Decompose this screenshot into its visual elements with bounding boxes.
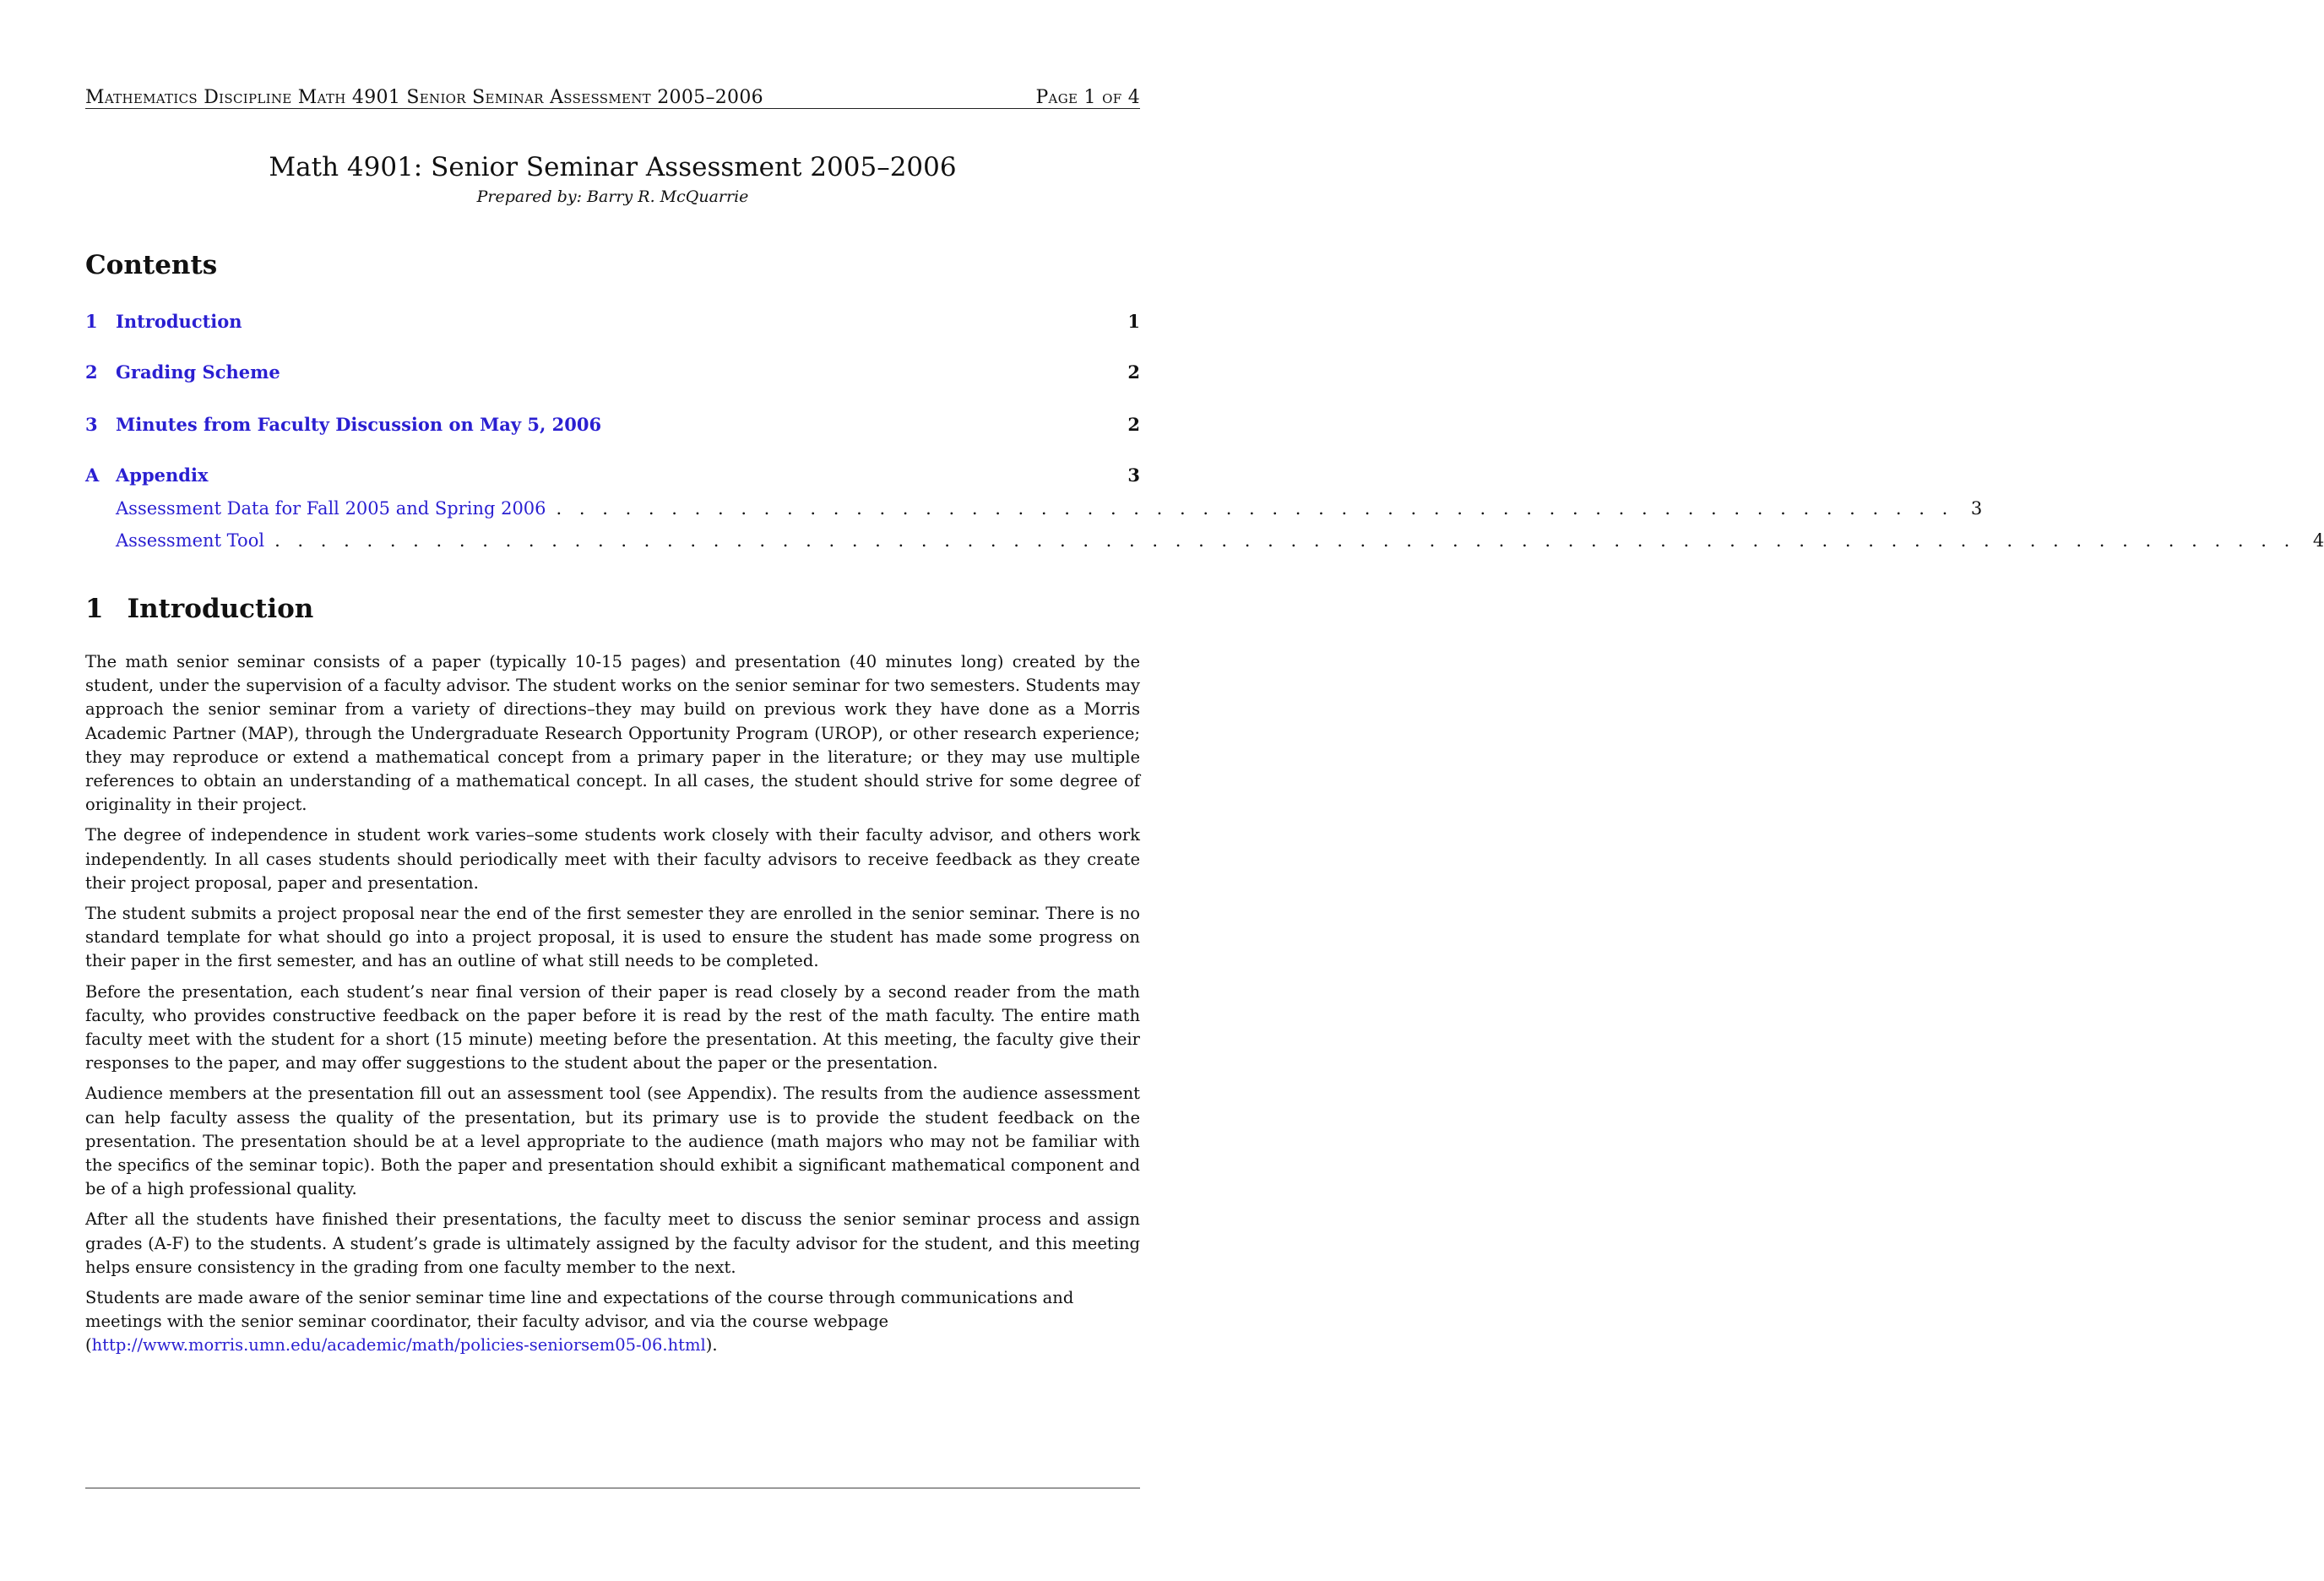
title-block xyxy=(85,150,1140,208)
header-rule xyxy=(85,108,1140,109)
section-number: 1 xyxy=(85,594,104,624)
section-title: Introduction xyxy=(127,594,314,624)
toc-entry-appendix[interactable] xyxy=(85,464,1140,487)
section-heading-introduction xyxy=(85,594,313,624)
toc-entry-page: 3 xyxy=(1127,465,1140,486)
toc-entry-introduction[interactable] xyxy=(85,310,1140,334)
toc-entry-grading-scheme[interactable] xyxy=(85,361,1140,384)
toc-leader-dots: . . . . . . . . . . . . . . . . . . . . . . . . . . . . . . . . . . . . . . . . . . . . . . . . . . . . . . . . . . . . . . . . . . . . . . . . . . . . . . . . . . . . . . . . xyxy=(274,530,2296,551)
toc-subentry-page: 3 xyxy=(1970,498,1983,519)
toc-subentry-title: Assessment Tool xyxy=(116,530,265,551)
toc-entry-title: Grading Scheme xyxy=(116,361,280,383)
document-author: Prepared by: Barry R. McQuarrie xyxy=(476,187,749,206)
toc-entry-page: 2 xyxy=(1127,414,1140,435)
toc-entry-number: 3 xyxy=(85,414,98,435)
paragraph: Audience members at the presentation fill out an assessment tool (see Appendix). The results from the audience assessment can help faculty assess the quality of the presentation, but its primary use is to provide the student feedback on the presentation. The presentation should be at a level appropriate to the audience (math majors who may not be familiar with the specifics of the seminar topic). Both the paper and presentation should exhibit a significant mathematical component and be of a high professional quality. xyxy=(85,1084,1140,1199)
paragraph: The degree of independence in student work varies–some students work closely with their faculty advisor, and others work independently. In all cases students should periodically meet with their faculty advisors to receive feedback as they create their project proposal, paper and presentation. xyxy=(85,825,1140,893)
toc-entry-number: A xyxy=(85,465,100,486)
paragraph: The student submits a project proposal near the end of the first semester they are enrolled in the senior seminar. There is no standard template for what should go into a project proposal, it is used to ensure the student has made some progress on their paper in the first semester, and has an outline of what still needs to be completed. xyxy=(85,904,1140,971)
toc-entry-title: Introduction xyxy=(116,311,242,332)
toc-subentry-assessment-data[interactable] xyxy=(85,497,1983,520)
paragraph: After all the students have finished their presentations, the faculty meet to discuss the senior seminar process and assign grades (A-F) to the students. A student’s grade is ultimately assigned by the faculty advisor for the student, and this meeting helps ensure consistency in the grading from one faculty member to the next. xyxy=(85,1209,1140,1277)
running-header-title: Mathematics Discipline Math 4901 Senior Seminar Assessment 2005–2006 xyxy=(85,87,763,108)
footer-rule xyxy=(85,1487,1140,1489)
toc-subentry-title: Assessment Data for Fall 2005 and Spring 2006 xyxy=(116,498,546,519)
toc-entry-number: 2 xyxy=(85,361,98,383)
toc-subentry-page: 4 xyxy=(2312,530,2324,551)
toc-leader-dots: . . . . . . . . . . . . . . . . . . . . . . . . . . . . . . . . . . . . . . . . . . . . . . . . . . . . . . . . . . . . . xyxy=(556,498,1954,519)
toc-entry-page: 1 xyxy=(1127,311,1140,332)
page-counter: Page 1 of 4 xyxy=(1035,87,1140,108)
toc-entry-title: Appendix xyxy=(116,465,209,486)
document-title: Math 4901: Senior Seminar Assessment 2005–2006 xyxy=(269,152,957,182)
open-paren: ( xyxy=(85,1335,92,1356)
toc-subentry-assessment-tool[interactable] xyxy=(85,529,2324,552)
toc-entry-title: Minutes from Faculty Discussion on May 5, 2006 xyxy=(116,414,602,435)
close-paren: ). xyxy=(705,1335,718,1356)
introduction-body xyxy=(85,650,1140,1365)
running-header xyxy=(85,83,1140,108)
toc-entry-page: 2 xyxy=(1127,361,1140,383)
paragraph: Before the presentation, each student’s near final version of their paper is read closely by a second reader from the math faculty, who provides constructive feedback on the paper before it is read by the rest of the math faculty. The entire math faculty meet with the student for a short (15 minute) meeting before the presentation. At this meeting, the faculty give their responses to the paper, and may offer suggestions to the student about the paper or the presentation. xyxy=(85,981,1140,1073)
contents-heading: Contents xyxy=(85,250,218,280)
document-page xyxy=(85,0,2324,1581)
toc-entry-minutes[interactable] xyxy=(85,413,1140,437)
toc-entry-number: 1 xyxy=(85,311,98,332)
paragraph-with-link xyxy=(85,1286,1140,1358)
course-webpage-link[interactable]: http://www.morris.umn.edu/academic/math/policies-seniorsem05-06.html xyxy=(91,1335,706,1356)
paragraph: The math senior seminar consists of a paper (typically 10-15 pages) and presentation (40 minutes long) created by the student, under the supervision of a faculty advisor. The student works on the senior seminar for two semesters. Students may approach the senior seminar from a variety of directions–they may build on previous work they have done as a Morris Academic Partner (MAP), through the Undergraduate Research Opportunity Program (UROP), or other research experience; they may reproduce or extend a mathematical concept from a primary paper in the literature; or they may use multiple references to obtain an understanding of a mathematical concept. In all cases, the student should strive for some degree of originality in their project. xyxy=(85,652,1140,815)
paragraph-text: Students are made aware of the senior seminar time line and expectations of the course through communications and meetings with the senior seminar coordinator, their faculty advisor, and via the course webpage xyxy=(85,1288,1074,1332)
